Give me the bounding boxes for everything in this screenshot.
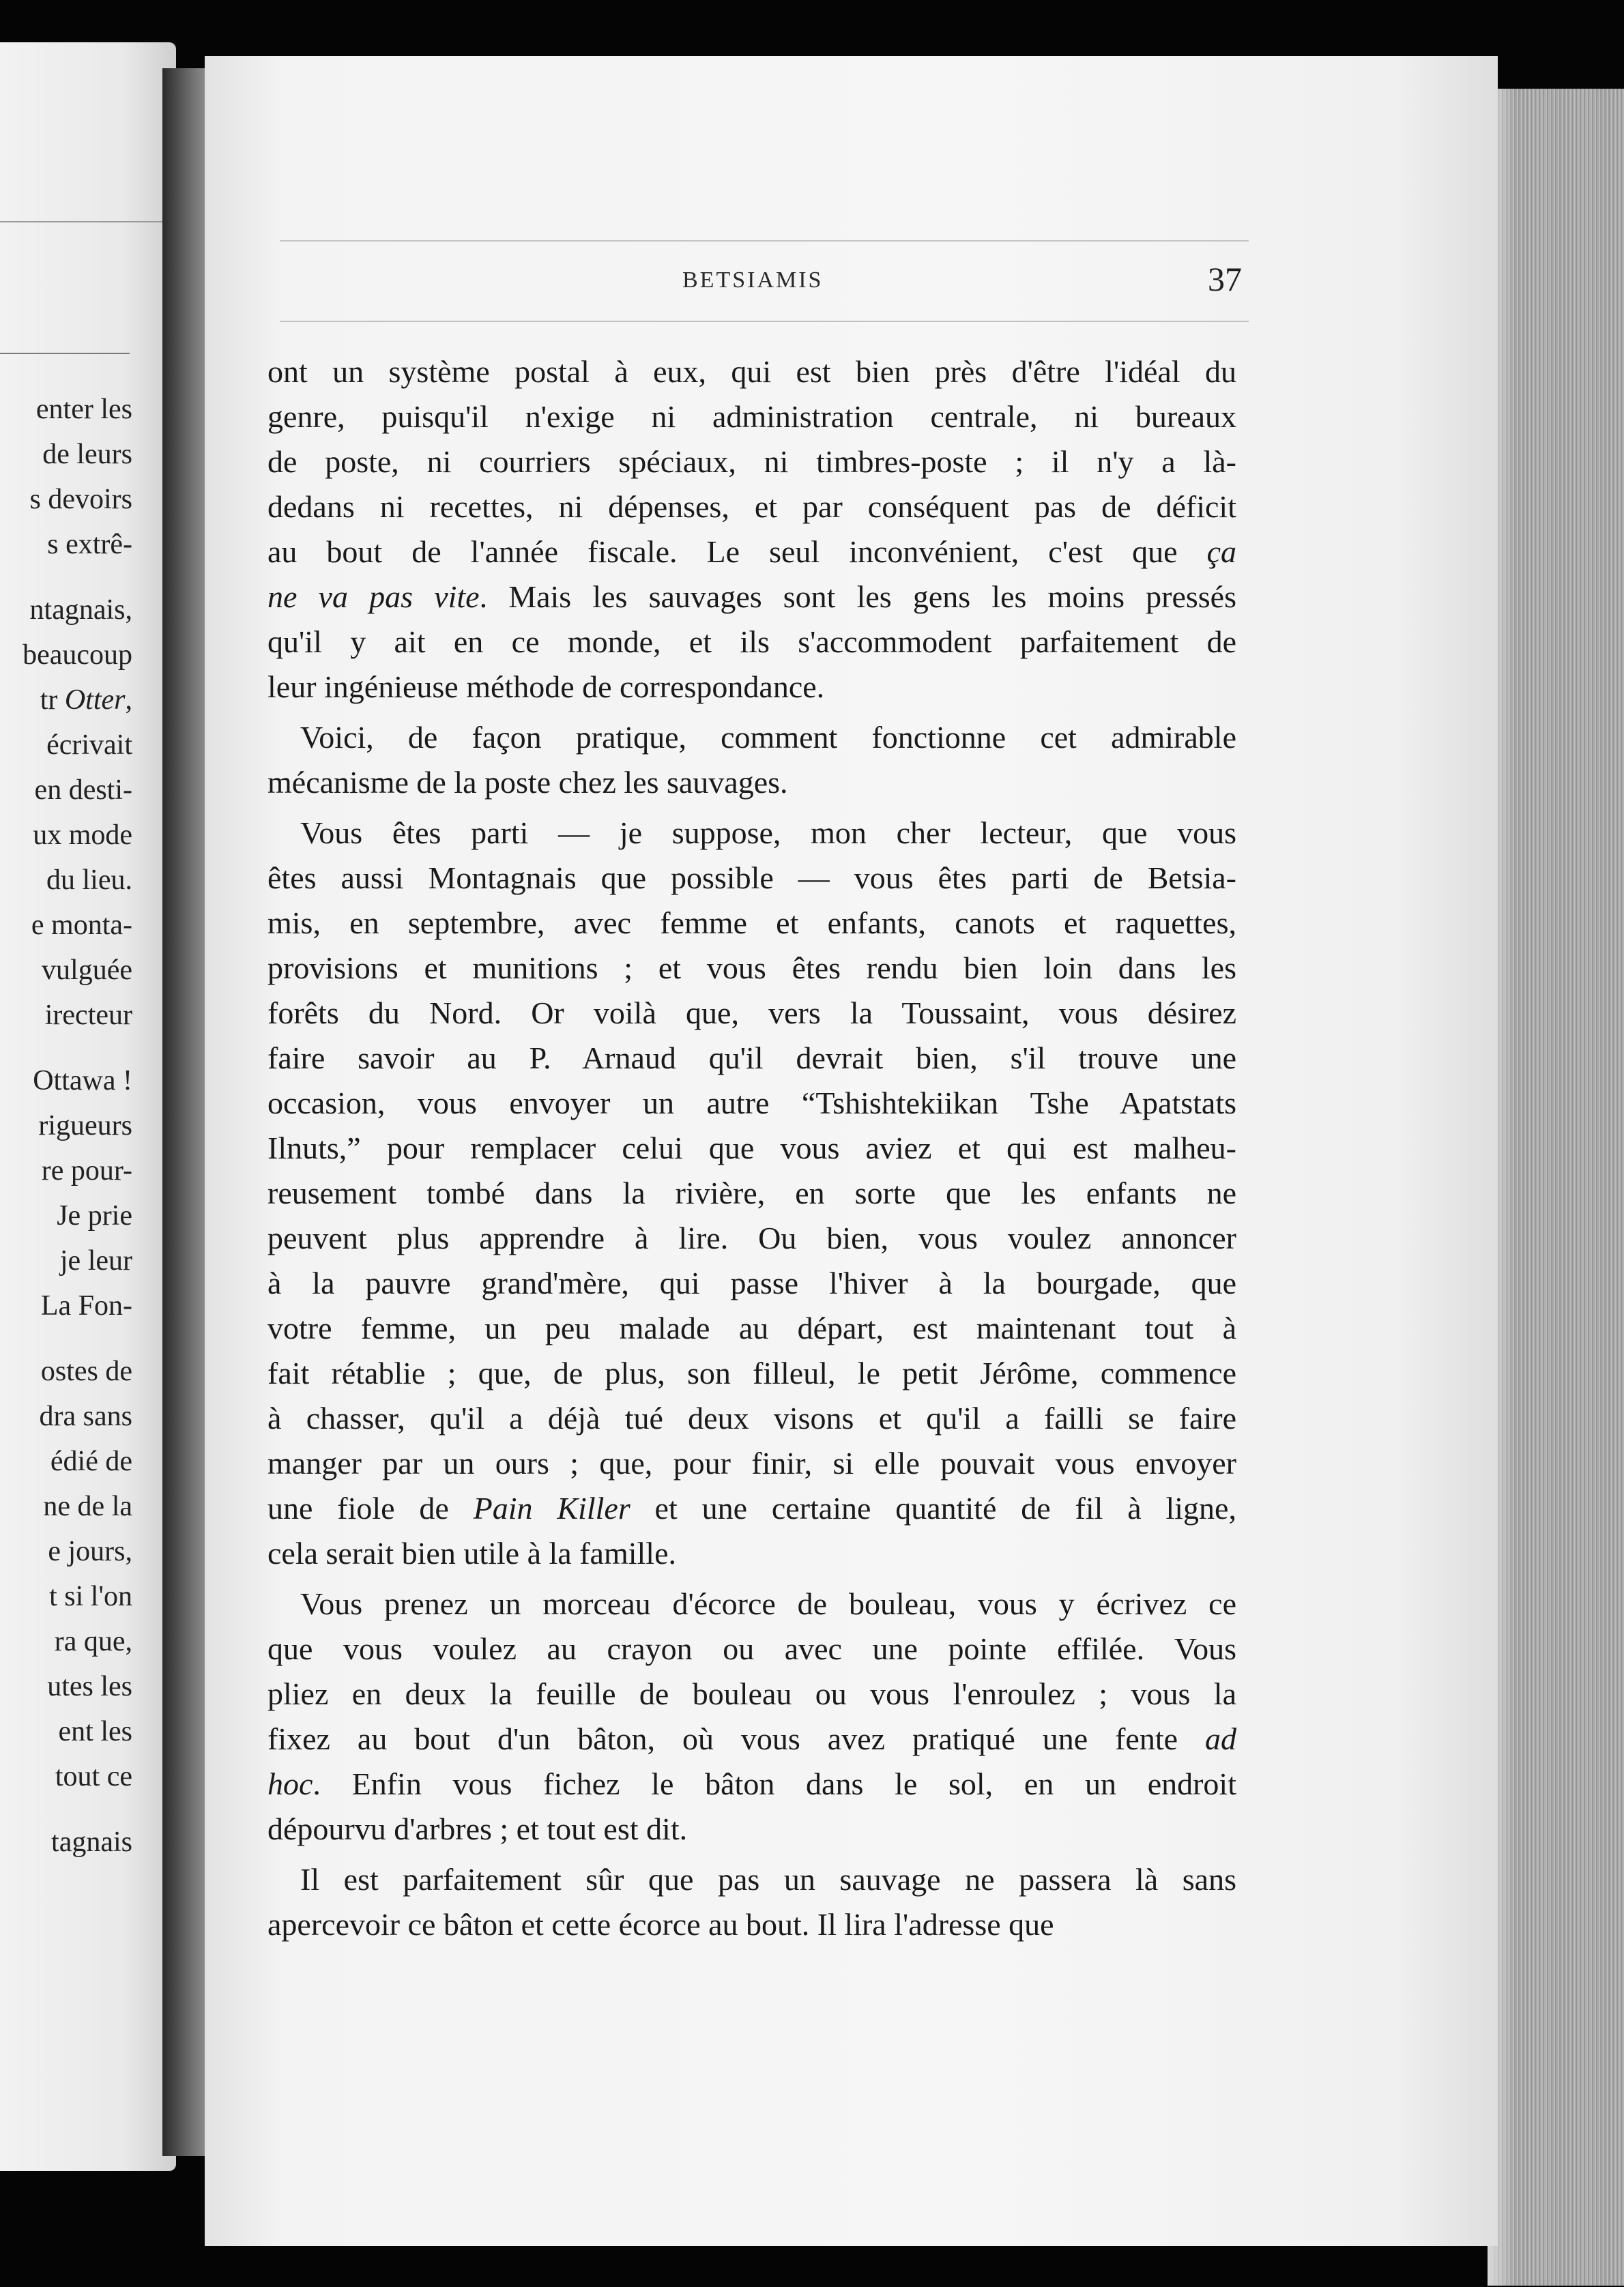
text-line: forêts du Nord. Or voilà que, vers la Toussaint, vous désirez xyxy=(267,995,1236,1030)
text-line: Ilnuts,” pour remplacer celui que vous aviez et qui est malheu- xyxy=(267,1131,1236,1165)
text-line: manger par un ours ; que, pour finir, si elle pouvait vous envoyer xyxy=(267,1446,1236,1481)
text-line: dra sans xyxy=(39,1401,132,1432)
left-facing-page xyxy=(0,42,176,2171)
text-line: s extrê- xyxy=(47,529,132,560)
text-line: fait rétablie ; que, de plus, son filleul, le petit Jérôme, commence xyxy=(267,1356,1236,1390)
text-line: pliez en deux la feuille de bouleau ou vous l'enroulez ; vous la xyxy=(267,1676,1236,1711)
text-line: Ottawa ! xyxy=(33,1065,132,1096)
text-line: ne va pas vite. Mais les sauvages sont les gens les moins pressés xyxy=(267,579,1236,614)
text-line: apercevoir ce bâton et cette écorce au bout. Il lira l'adresse que xyxy=(267,1907,1054,1942)
text-line: êtes aussi Montagnais que possible — vous êtes parti de Betsia- xyxy=(267,860,1236,895)
text-line: utes les xyxy=(47,1671,132,1702)
text-line: occasion, vous envoyer un autre “Tshishtekiikan Tshe Apatstats xyxy=(267,1086,1236,1120)
page-number: 37 xyxy=(1208,260,1242,298)
text-line: vulguée xyxy=(42,955,132,986)
text-line: écrivait xyxy=(46,729,132,761)
block-gap xyxy=(0,1038,132,1058)
text-line: leur ingénieuse méthode de correspondance. xyxy=(267,669,825,704)
text-line: fixez au bout d'un bâton, où vous avez pratiqué une fente ad xyxy=(267,1721,1236,1756)
text-line: qu'il y ait en ce monde, et ils s'accommodent parfaitement de xyxy=(267,624,1236,659)
text-line: Vous prenez un morceau d'écorce de bouleau, vous y écrivez ce xyxy=(300,1586,1236,1621)
text-line: tout ce xyxy=(55,1761,132,1792)
text-line: ne de la xyxy=(43,1491,132,1522)
text-line: mécanisme de la poste chez les sauvages. xyxy=(267,765,788,800)
text-line: Il est parfaitement sûr que pas un sauvage ne passera là sans xyxy=(300,1862,1236,1897)
text-line: je leur xyxy=(59,1245,132,1277)
text-line: hoc. Enfin vous fichez le bâton dans le sol, en un endroit xyxy=(267,1766,1236,1801)
block-gap xyxy=(0,1799,132,1820)
block-gap xyxy=(0,1328,132,1349)
text-line: de poste, ni courriers spéciaux, ni timbres-poste ; il n'y a là- xyxy=(267,444,1236,479)
text-line: ra que, xyxy=(54,1626,132,1657)
text-line: Vous êtes parti — je suppose, mon cher lecteur, que vous xyxy=(300,815,1236,850)
text-line: e jours, xyxy=(48,1536,132,1567)
header-rule-bottom xyxy=(280,321,1249,322)
text-line: au bout de l'année fiscale. Le seul inconvénient, c'est que ça xyxy=(267,534,1236,569)
text-line: e monta- xyxy=(31,909,132,941)
text-line: de leurs xyxy=(42,439,132,470)
text-line: ntagnais, xyxy=(29,594,132,626)
text-line: peuvent plus apprendre à lire. Ou bien, vous voulez annoncer xyxy=(267,1221,1236,1255)
paragraph xyxy=(267,811,1236,1576)
text-line: dedans ni recettes, ni dépenses, et par conséquent pas de déficit xyxy=(267,489,1236,524)
text-line: tagnais xyxy=(51,1826,132,1858)
text-line: reusement tombé dans la rivière, en sorte que les enfants ne xyxy=(267,1176,1236,1210)
text-line: à chasser, qu'il a déjà tué deux visons et qu'il a failli se faire xyxy=(267,1401,1236,1436)
running-head: BETSIAMIS xyxy=(682,267,824,293)
body-text xyxy=(267,349,1236,1953)
text-line: enter les xyxy=(35,394,132,425)
block-gap xyxy=(0,567,132,587)
left-page-rule xyxy=(0,221,164,222)
paragraph xyxy=(267,349,1236,710)
paragraph xyxy=(267,1857,1236,1947)
left-page-rule xyxy=(0,353,130,354)
text-line: édié de xyxy=(50,1446,132,1477)
page-edge-stack xyxy=(1488,89,1624,2286)
text-line: du lieu. xyxy=(46,864,132,896)
paragraph xyxy=(267,1582,1236,1852)
text-line: cela serait bien utile à la famille. xyxy=(267,1536,676,1571)
text-line: genre, puisqu'il n'exige ni administration centrale, ni bureaux xyxy=(267,399,1236,434)
text-line: Voici, de façon pratique, comment fonctionne cet admirable xyxy=(300,720,1236,755)
text-line: provisions et munitions ; et vous êtes rendu bien loin dans les xyxy=(267,950,1236,985)
text-line: faire savoir au P. Arnaud qu'il devrait bien, s'il trouve une xyxy=(267,1040,1236,1075)
text-line: t si l'on xyxy=(49,1581,132,1612)
text-line: tr Otter, xyxy=(40,684,132,716)
text-line: mis, en septembre, avec femme et enfants, canots et raquettes, xyxy=(267,905,1236,940)
text-line: à la pauvre grand'mère, qui passe l'hiver à la bourgade, que xyxy=(267,1266,1236,1300)
text-line: votre femme, un peu malade au départ, est maintenant tout à xyxy=(267,1311,1236,1345)
text-line: irecteur xyxy=(44,1000,132,1031)
text-line: ent les xyxy=(58,1716,132,1747)
text-line: ont un système postal à eux, qui est bien près d'être l'idéal du xyxy=(267,354,1236,389)
header-rule-top xyxy=(280,240,1249,242)
text-line: ux mode xyxy=(33,819,132,851)
text-line: une fiole de Pain Killer et une certaine quantité de fil à ligne, xyxy=(267,1491,1236,1526)
text-line: re pour- xyxy=(41,1155,132,1186)
text-line: Je prie xyxy=(57,1200,132,1232)
text-line: beaucoup xyxy=(23,639,132,671)
text-line: dépourvu d'arbres ; et tout est dit. xyxy=(267,1811,688,1846)
text-line: s devoirs xyxy=(29,484,132,515)
text-line: en desti- xyxy=(34,774,132,806)
text-line: que vous voulez au crayon ou avec une pointe effilée. Vous xyxy=(267,1631,1236,1666)
left-page-text xyxy=(0,387,132,1865)
text-line: ostes de xyxy=(40,1356,132,1387)
paragraph xyxy=(267,715,1236,805)
text-line: La Fon- xyxy=(40,1290,132,1322)
text-line: rigueurs xyxy=(38,1110,132,1141)
